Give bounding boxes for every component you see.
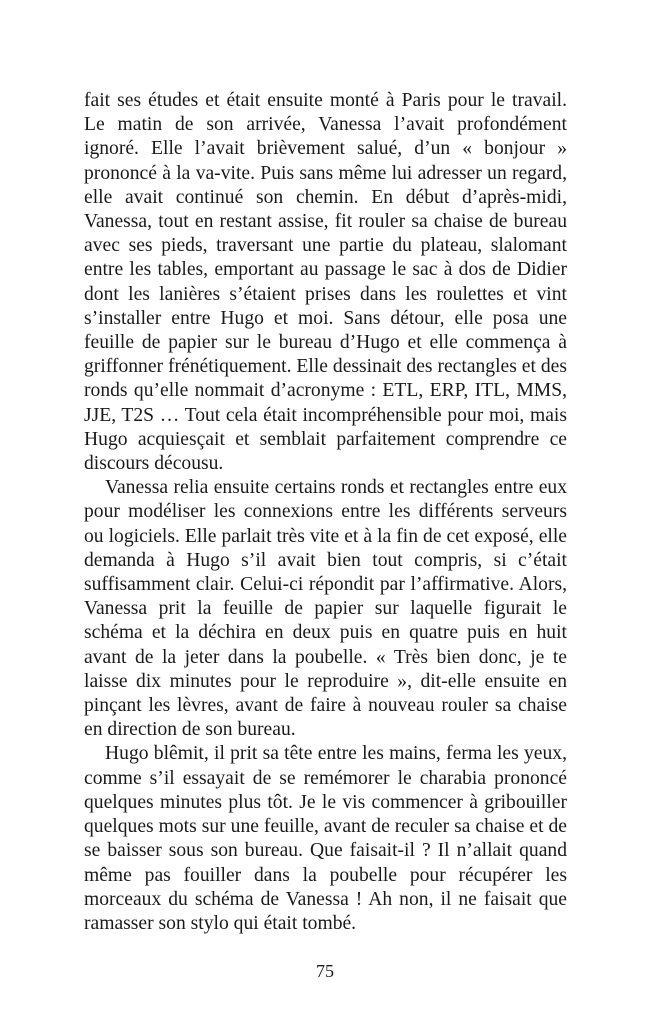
body-text — [84, 89, 567, 936]
paragraph-continuation: fait ses études et était ensuite monté à Paris pour le travail. Le matin de son arrivée, Vanessa l’avait profondément ignoré. Elle l’avait brièvement salué, d’un « bonjour » prononcé à la va-vite. Puis sans même lui adresser un regard, elle avait continué son chemin. En début d’après-midi, Vanessa, tout en restant assise, fit rouler sa chaise de bureau avec ses pieds, traversant une partie du plateau, slalomant entre les tables, emportant au passage le sac à dos de Didier dont les lanières s’étaient prises dans les roulettes et vint s’installer entre Hugo et moi. Sans détour, elle posa une feuille de papier sur le bureau d’Hugo et elle commença à griffonner frénétiquement. Elle dessinait des rectangles et des ronds qu’elle nommait d’acronyme : ETL, ERP, ITL, MMS, JJE, T2S … Tout cela était incompréhensible pour moi, mais Hugo acquiesçait et semblait parfaitement comprendre ce discours décousu. — [84, 90, 567, 475]
paragraph: Hugo blêmit, il prit sa tête entre les mains, ferma les yeux, comme s’il essayait de se remémorer le charabia prononcé quelques minutes plus tôt. Je le vis commencer à gribouiller quelques mots sur une feuille, avant de reculer sa chaise et de se baisser sous son bureau. Que faisait-il ? Il n’allait quand même pas fouiller dans la poubelle pour récupérer les morceaux du schéma de Vanessa ! Ah non, il ne faisait que ramasser son stylo qui était tombé. — [84, 743, 567, 934]
page-number: 75 — [316, 961, 334, 981]
paragraph: Vanessa relia ensuite certains ronds et rectangles entre eux pour modéliser les connexions entre les différents serveurs ou logiciels. Elle parlait très vite et à la fin de cet exposé, elle demanda à Hugo s’il avait bien tout compris, si c’était suffisamment clair. Celui-ci répondit par l’affirmative. Alors, Vanessa prit la feuille de papier sur laquelle figurait le schéma et la déchira en deux puis en quatre puis en huit avant de la jeter dans la poubelle. « Très bien donc, je te laisse dix minutes pour le reproduire », dit-elle ensuite en pinçant les lèvres, avant de faire à nouveau rouler sa chaise en direction de son bureau. — [84, 477, 567, 741]
